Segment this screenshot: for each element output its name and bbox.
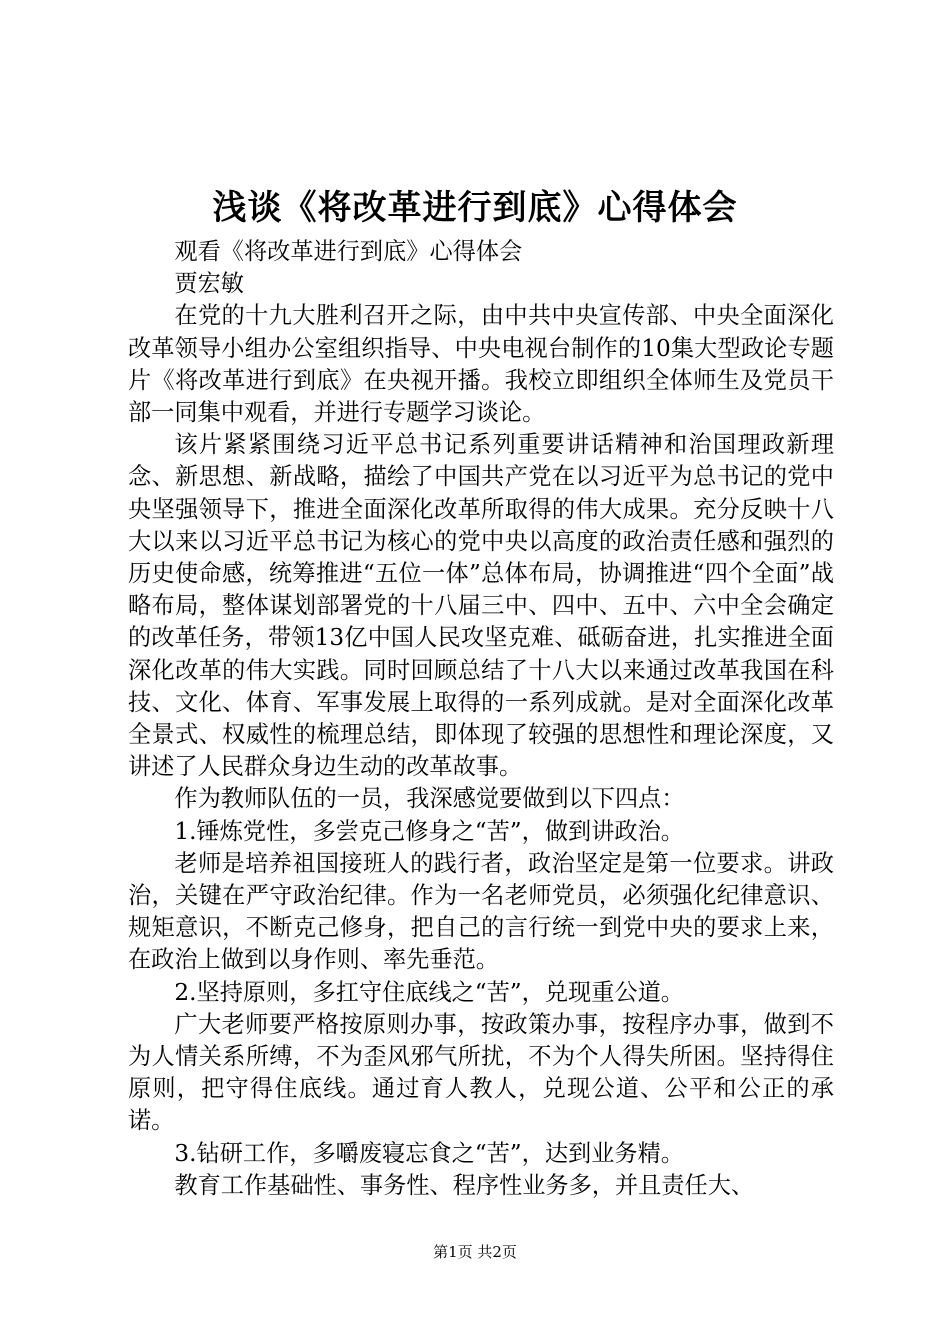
body-paragraph: 教育工作基础性、事务性、程序性业务多，并且责任大、 bbox=[174, 1171, 755, 1199]
point-heading: 1.锤炼党性，多尝克己修身之“苦”，做到讲政治。 bbox=[174, 817, 684, 845]
body-paragraph: 老师是培养祖国接班人的践行者，政治坚定是第一位要求。讲政治，关键在严守政治纪律。作为一名老师党员，必须强化纪律意识、规矩意识，不断克己修身，把自己的言行统一到党中央的要求上来，在政治上做到以身作则、率先垂范。 bbox=[128, 849, 834, 974]
point-heading: 3.钻研工作，多嚼废寝忘食之“苦”，达到业务精。 bbox=[174, 1139, 684, 1167]
body-paragraph: 作为教师队伍的一员，我深感觉要做到以下四点： bbox=[174, 785, 685, 813]
body-paragraph: 在党的十九大胜利召开之际，由中共中央宣传部、中央全面深化改革领导小组办公室组织指导、中央电视台制作的10集大型政论专题片《将改革进行到底》在央视开播。我校立即组织全体师生及党员干部一同集中观看，并进行专题学习谈论。 bbox=[128, 302, 834, 427]
document-title: 浅谈《将改革进行到底》心得体会 bbox=[212, 188, 738, 228]
body-paragraph: 该片紧紧围绕习近平总书记系列重要讲话精神和治国理政新理念、新思想、新战略，描绘了中国共产党在以习近平为总书记的党中央坚强领导下，推进全面深化改革所取得的伟大成果。充分反映十八大以来以习近平总书记为核心的党中央以高度的政治责任感和强烈的历史使命感，统筹推进“五位一体”总体布局，协调推进“四个全面”战略布局，整体谋划部署党的十八届三中、四中、五中、六中全会确定的改革任务，带领13亿中国人民攻坚克难、砥砺奋进，扎实推进全面深化改革的伟大实践。同时回顾总结了十八大以来通过改革我国在科技、文化、体育、军事发展上取得的一系列成就。是对全面深化改革全景式、权威性的梳理总结，即体现了较强的思想性和理论深度，又讲述了人民群众身边生动的改革故事。 bbox=[128, 431, 834, 781]
page-number-footer: 第1页 共2页 bbox=[433, 1243, 517, 1261]
author-paragraph: 贾宏敏 bbox=[174, 270, 244, 298]
body-paragraph: 广大老师要严格按原则办事，按政策办事，按程序办事，做到不为人情关系所缚，不为歪风邪气所扰，不为个人得失所困。坚持得住原则，把守得住底线。通过育人教人，兑现公道、公平和公正的承诺。 bbox=[128, 1010, 834, 1135]
document-body bbox=[128, 236, 834, 1202]
point-heading: 2.坚持原则，多扛守住底线之“苦”，兑现重公道。 bbox=[174, 978, 684, 1006]
subtitle-paragraph: 观看《将改革进行到底》心得体会 bbox=[174, 238, 523, 265]
